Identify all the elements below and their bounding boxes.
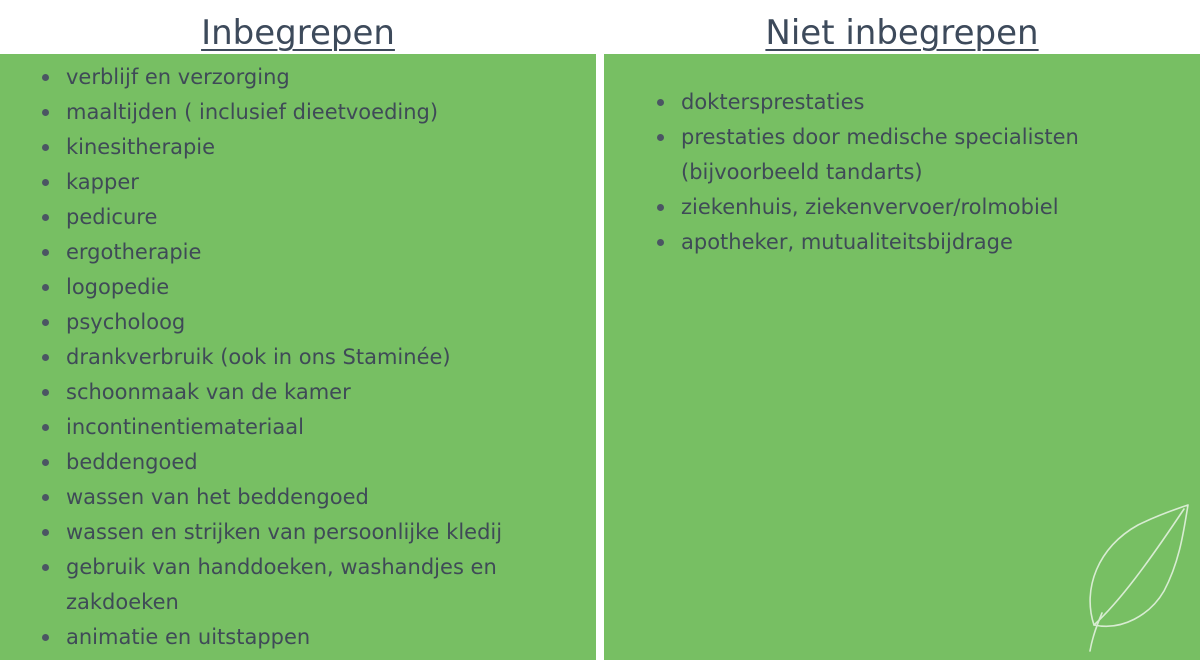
list-item-text: logopedie bbox=[66, 275, 170, 299]
list-item-text: verblijf en verzorging bbox=[66, 65, 290, 89]
list-item-text: drankverbruik (ook in ons Staminée) bbox=[66, 345, 451, 369]
list-item-text: ziekenhuis, ziekenvervoer/rolmobiel bbox=[681, 195, 1059, 219]
list-item-text: ergotherapie bbox=[66, 240, 202, 264]
bullet-icon bbox=[657, 99, 664, 106]
leaf-icon bbox=[1080, 503, 1190, 653]
list-item-text: kapper bbox=[66, 170, 139, 194]
bullet-icon bbox=[42, 424, 49, 431]
list-item bbox=[66, 165, 586, 200]
list-item-text: apotheker, mutualiteitsbijdrage bbox=[681, 230, 1013, 254]
not-included-heading: Niet inbegrepen bbox=[765, 13, 1039, 53]
bullet-icon bbox=[42, 284, 49, 291]
bullet-icon bbox=[42, 319, 49, 326]
bullet-icon bbox=[42, 564, 49, 571]
list-item bbox=[66, 235, 586, 270]
list-item bbox=[66, 130, 586, 165]
list-item-text: incontinentiemateriaal bbox=[66, 415, 304, 439]
list-item bbox=[681, 190, 1191, 225]
list-item-text: gebruik van handdoeken, washandjes en zakdoeken bbox=[66, 555, 497, 614]
not-included-panel bbox=[604, 54, 1200, 660]
list-item bbox=[66, 270, 586, 305]
included-list bbox=[66, 60, 586, 655]
list-item bbox=[681, 120, 1191, 190]
list-item-text: schoonmaak van de kamer bbox=[66, 380, 351, 404]
list-item bbox=[66, 375, 586, 410]
bullet-icon bbox=[657, 134, 664, 141]
list-item-text: beddengoed bbox=[66, 450, 198, 474]
list-item-text: kinesitherapie bbox=[66, 135, 216, 159]
bullet-icon bbox=[42, 214, 49, 221]
list-item bbox=[66, 340, 586, 375]
list-item-text: psycholoog bbox=[66, 310, 186, 334]
not-included-list bbox=[681, 85, 1191, 260]
list-item-text: pedicure bbox=[66, 205, 158, 229]
list-item bbox=[66, 95, 586, 130]
bullet-icon bbox=[657, 239, 664, 246]
list-item-text: doktersprestaties bbox=[681, 90, 865, 114]
bullet-icon bbox=[42, 529, 49, 536]
bullet-icon bbox=[42, 74, 49, 81]
list-item bbox=[66, 60, 586, 95]
list-item-text: wassen en strijken van persoonlijke kledij bbox=[66, 520, 503, 544]
list-item-text: maaltijden ( inclusief dieetvoeding) bbox=[66, 100, 439, 124]
list-item bbox=[66, 620, 586, 655]
list-item bbox=[66, 200, 586, 235]
list-item bbox=[66, 480, 586, 515]
list-item-text: animatie en uitstappen bbox=[66, 625, 311, 649]
bullet-icon bbox=[42, 354, 49, 361]
list-item bbox=[66, 410, 586, 445]
list-item-text: prestaties door medische specialisten (bijvoorbeeld tandarts) bbox=[681, 125, 1079, 184]
list-item bbox=[681, 225, 1191, 260]
list-item bbox=[66, 445, 586, 480]
list-item bbox=[681, 85, 1191, 120]
list-item bbox=[66, 305, 586, 340]
bullet-icon bbox=[42, 389, 49, 396]
bullet-icon bbox=[42, 109, 49, 116]
bullet-icon bbox=[42, 179, 49, 186]
included-panel bbox=[0, 54, 596, 660]
list-item-text: wassen van het beddengoed bbox=[66, 485, 369, 509]
bullet-icon bbox=[42, 144, 49, 151]
bullet-icon bbox=[42, 459, 49, 466]
list-item bbox=[66, 515, 586, 550]
bullet-icon bbox=[42, 249, 49, 256]
bullet-icon bbox=[42, 634, 49, 641]
bullet-icon bbox=[42, 494, 49, 501]
list-item bbox=[66, 550, 586, 620]
included-heading: Inbegrepen bbox=[201, 13, 395, 53]
bullet-icon bbox=[657, 204, 664, 211]
